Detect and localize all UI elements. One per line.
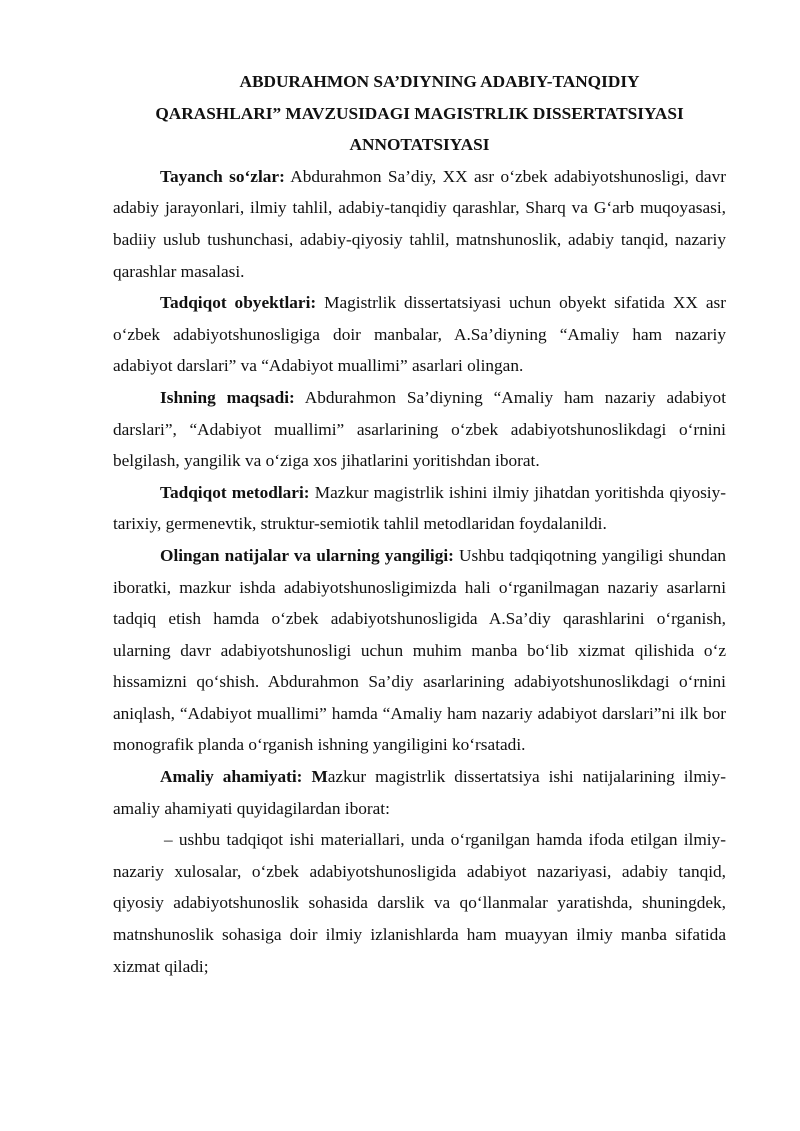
research-goal-paragraph	[113, 382, 726, 477]
practical-significance-text: azkur magistrlik dissertatsiya ishi natijalarining ilmiy-amaliy ahamiyati quyidagilardan iborat:	[113, 767, 726, 818]
research-goal-text: Abdurahmon Sa’diyning “Amaliy ham nazariy adabiyot darslari”, “Adabiyot muallimi” asarlarining o‘zbek adabiyotshunoslikdagi o‘rnini belgilash, yangilik va o‘ziga xos jihatlarini yoritishdan iborat.	[113, 387, 726, 471]
results-novelty-paragraph	[113, 540, 726, 761]
keywords-text: Abdurahmon Sa’diy, XX asr o‘zbek adabiyotshunosligi, davr adabiy jarayonlari, ilmiy tahlil, adabiy-tanqidiy qarashlar, Sharq va G‘arb muqoyasasi, badiiy uslub tushunchasi, adabiy-qiyosiy tahlil, matnshunoslik, adabiy tanqid, nazariy qarashlar masalasi.	[113, 166, 726, 281]
practical-significance-label: Amaliy ahamiyati: M	[160, 767, 328, 787]
research-objects-paragraph	[113, 287, 726, 382]
results-novelty-text: Ushbu tadqiqotning yangiligi shundan iboratki, mazkur ishda adabiyotshunosligimizda hali o‘rganilmagan nazariy asarlarni tadqiq etish hamda o‘zbek adabiyotshunosligida A.Sa’diy qarashlarini o‘rganish, ularning davr adabiyotshunosligi uchun muhim manba bo‘lib xizmat qilishida o‘z hissamizni qo‘shish. Abdurahmon Sa’diy asarlarining adabiyotshunoslikdagi o‘rnini aniqlash, “Adabiyot muallimi” hamda “Amaliy ham nazariy adabiyot darslari”ni ilk bor monografik planda o‘rganish ishning yangiligini ko‘rsatadi.	[113, 545, 726, 755]
keywords-label: Tayanch so‘zlar:	[160, 166, 285, 186]
significance-list-item	[113, 824, 726, 982]
title-line-2: QARASHLARI” MAVZUSIDAGI MAGISTRLIK DISSERTATSIYASI	[155, 103, 684, 123]
research-objects-label: Tadqiqot obyektlari:	[160, 293, 317, 313]
research-methods-text: Mazkur magistrlik ishini ilmiy jihatdan yoritishda qiyosiy-tarixiy, germenevtik, struktur-semiotik tahlil metodlaridan foydalanildi.	[113, 482, 727, 534]
significance-list-item-text: – ushbu tadqiqot ishi materiallari, unda o‘rganilgan hamda ifoda etilgan ilmiy-nazariy xulosalar, o‘zbek adabiyotshunosligida adabiyot nazariyasi, adabiy tanqid, qiyosiy adabiyotshunoslik sohasida darslik va qo‘llanmalar yaratishda, shuningdek, matnshunoslik sohasiga doir ilmiy izlanishlarda ham muayyan ilmiy manba sifatida xizmat qiladi;	[113, 830, 726, 976]
research-methods-paragraph	[113, 477, 726, 540]
practical-significance-paragraph	[113, 761, 726, 824]
research-methods-label: Tadqiqot metodlari:	[160, 482, 310, 502]
title-line-1: ABDURAHMON SA’DIYNING ADABIY-TANQIDIY	[239, 72, 640, 91]
research-goal-label: Ishning maqsadi:	[160, 387, 295, 407]
document-title	[113, 64, 726, 161]
results-novelty-label: Olingan natijalar va ularning yangiligi:	[160, 545, 454, 565]
keywords-paragraph	[113, 161, 726, 287]
document-page	[113, 64, 726, 982]
research-objects-text: Magistrlik dissertatsiyasi uchun obyekt sifatida XX asr o‘zbek adabiyotshunosligiga doir manbalar, A.Sa’diyning “Amaliy ham nazariy adabiyot darslari” va “Adabiyot muallimi” asarlari olingan.	[113, 293, 726, 376]
title-line-3: ANNOTATSIYASI	[349, 135, 490, 155]
